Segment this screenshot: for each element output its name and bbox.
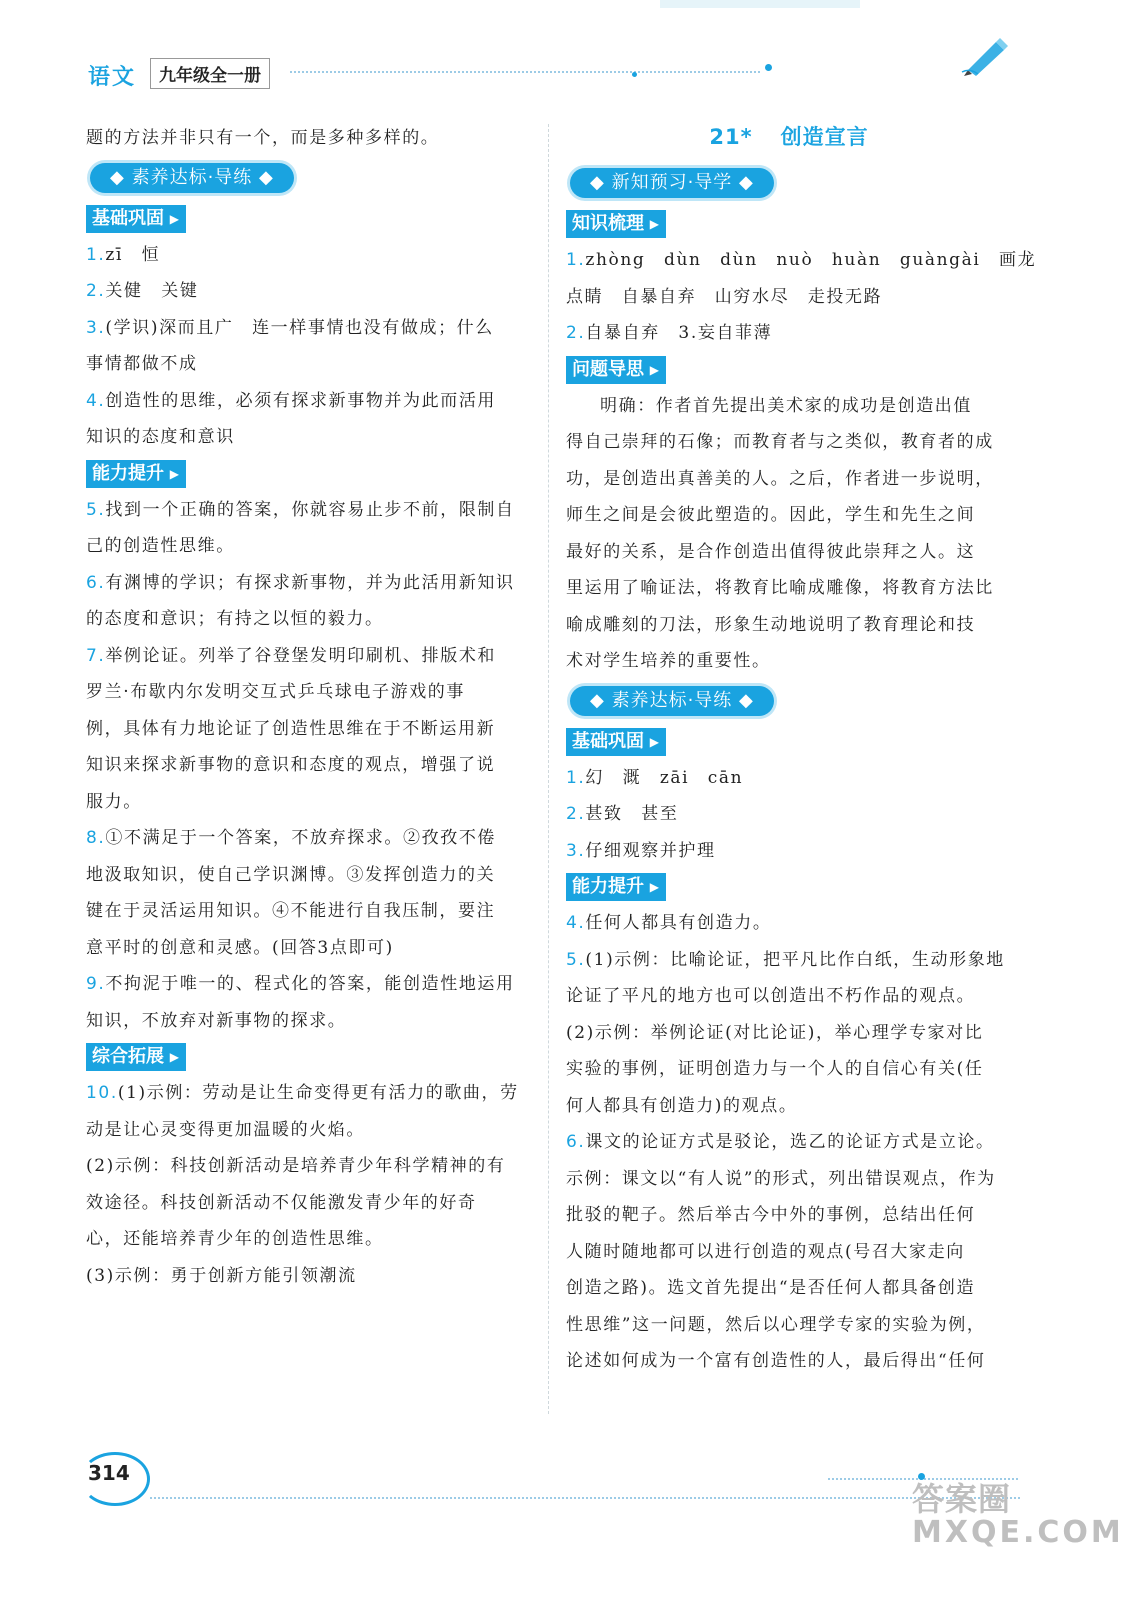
answer-text: 知识的态度和意识 (86, 427, 235, 447)
section-tag (86, 460, 186, 488)
answer-number: 5. (86, 499, 106, 520)
continued-text: 题的方法并非只有一个，而是多种多样的。 (86, 128, 440, 148)
answer-line (566, 1270, 1012, 1307)
play-arrow-icon: ▶ (649, 734, 659, 749)
play-arrow-icon: ▶ (169, 466, 179, 481)
answer-text: 性思维”这一问题，然后以心理学专家的实验为例， (566, 1314, 986, 1335)
answer-text: (1)示例：劳动是让生命变得更有活力的歌曲，劳 (117, 1083, 519, 1103)
section-tag (86, 1043, 186, 1071)
answer-number: 4. (566, 913, 586, 933)
section-tag-row (86, 456, 532, 492)
answer-number: 2. (566, 323, 586, 343)
answer-text: 示例：课文以“有人说”的形式，列出错误观点，作为 (566, 1168, 996, 1189)
answer-line (86, 893, 532, 930)
answer-number: 1. (566, 250, 586, 270)
answer-line (86, 966, 532, 1003)
answer-number: 10. (86, 1083, 118, 1103)
watermark-text: 答案圈 (912, 1480, 1012, 1518)
answer-text: 动是让心灵变得更加温暖的火焰。 (86, 1119, 365, 1140)
answer-text: 人随时随地都可以进行创造的观点(号召大家走向 (566, 1241, 965, 1262)
answer-line (566, 1307, 1012, 1344)
paragraph-line: 师生之间是会彼此塑造的。因此，学生和先生之间 (566, 505, 976, 525)
answer-text: 论证了平凡的地方也可以创造出不朽作品的观点。 (566, 986, 976, 1006)
answer-number: 5. (566, 949, 586, 970)
answer-text: 的态度和意识；有持之以恒的毅力。 (86, 609, 384, 629)
pen-icon (960, 36, 1010, 76)
lesson-title (566, 120, 1012, 162)
answer-line (86, 638, 532, 675)
answer-text: 点睛 自暴自弃 山穷水尽 走投无路 (566, 286, 883, 307)
answer-text: (2)示例：举例论证(对比论证)，举心理学专家对比 (566, 1022, 984, 1043)
answer-text: 知识来探求新事物的意识和态度的观点，增强了说 (86, 755, 496, 775)
answer-text: 地汲取知识，使自己学识渊博。③发挥创造力的关 (86, 864, 496, 885)
paragraph-line: 最好的关系，是合作创造出值得彼此崇拜之人。这 (566, 541, 976, 562)
header-subject: 语文 (88, 65, 137, 90)
answer-text: 实验的事例，证明创造力与一个人的自信心有关(任 (566, 1059, 984, 1079)
answer-text: 创造性的思维，必须有探求新事物并为此而活用 (105, 390, 497, 411)
answer-line (566, 1051, 1012, 1088)
answer-number: 6. (86, 572, 106, 593)
answer-text: (学识)深而且广 连一样事情也没有做成；什么 (105, 317, 494, 338)
answer-text: 举例论证。列举了谷登堡发明印刷机、排版术和 (105, 645, 497, 666)
answer-text: 论述如何成为一个富有创造性的人，最后得出“任何 (566, 1351, 986, 1371)
answer-line (86, 273, 532, 310)
answer-text: 例，具体有力地论证了创造性思维在于不断运用新 (86, 718, 496, 739)
left-column (86, 120, 532, 1294)
section-tag-label: 问题导思 (572, 358, 644, 380)
paragraph-line: 得自己崇拜的石像；而教育者与之类似，教育者的成 (566, 432, 994, 452)
section-tag (566, 210, 666, 238)
answer-line (86, 747, 532, 784)
answer-number: 1. (566, 767, 586, 788)
footer-dotted-line (150, 1497, 1020, 1499)
section-tag-label: 能力提升 (572, 876, 644, 897)
section-tag (566, 728, 666, 756)
answer-text: zī 恒 (105, 244, 161, 265)
section-tag-label: 基础巩固 (572, 730, 644, 752)
answer-number: 4. (86, 390, 106, 411)
answer-number: 9. (86, 974, 106, 994)
answer-line (86, 1075, 532, 1112)
header-dotted-line (290, 71, 760, 73)
section-tag-row (86, 1039, 532, 1075)
lesson-name: 创造宣言 (780, 125, 869, 149)
section-tag-label: 综合拓展 (92, 1046, 164, 1067)
answer-line (566, 978, 1012, 1015)
answer-text: 仔细观察并护理 (585, 840, 716, 861)
answer-line (86, 1112, 532, 1149)
answer-number: 6. (566, 1132, 586, 1152)
section-tag-label: 基础巩固 (92, 207, 164, 229)
answer-line (566, 1124, 1012, 1161)
answer-line (566, 1234, 1012, 1271)
section-tag (86, 205, 186, 233)
answer-line (86, 492, 532, 529)
play-arrow-icon: ▶ (169, 1050, 179, 1064)
header-decoration-bar (660, 0, 860, 8)
answer-line (86, 1185, 532, 1222)
answer-line (86, 565, 532, 602)
header-dot (632, 72, 637, 77)
answer-line (566, 942, 1012, 979)
section-tag-label: 能力提升 (92, 462, 164, 484)
answer-line (566, 1088, 1012, 1125)
answer-text: 课文的论证方式是驳论，选乙的论证方式是立论。 (585, 1132, 995, 1152)
answer-text: (1)示例：比喻论证，把平凡比作白纸，生动形象地 (585, 949, 1005, 970)
answer-text: ①不满足于一个答案，不放弃探求。②孜孜不倦 (105, 828, 497, 848)
answer-line (566, 242, 1037, 279)
answer-text: 创造之路)。选文首先提出“是否任何人都具备创造 (566, 1278, 976, 1298)
answer-text: 关健 关键 (105, 281, 199, 301)
section-tag-label: 知识梳理 (572, 213, 644, 234)
answer-text: zhòng dùn dùn nuò huàn guàngài 画龙 (585, 250, 1037, 270)
answer-line (86, 419, 532, 456)
answer-text: 己的创造性思维。 (86, 536, 235, 556)
answer-text: 键在于灵活运用知识。④不能进行自我压制，要注 (86, 901, 496, 921)
answer-number: 8. (86, 828, 106, 848)
answer-text: 事情都做不成 (86, 354, 198, 374)
section-tag-row (566, 206, 1012, 242)
page-number: 314 (88, 1461, 130, 1485)
answer-text: 甚致 甚至 (585, 804, 679, 824)
header-grade: 九年级全一册 (150, 58, 270, 89)
answer-text: 知识，不放弃对新事物的探求。 (86, 1010, 347, 1031)
play-arrow-icon: ▶ (169, 211, 179, 226)
watermark-url: MXQE.COM (912, 1515, 1124, 1550)
answer-text: (3)示例：勇于创新方能引领潮流 (86, 1265, 357, 1286)
answer-line (86, 346, 532, 383)
answer-line (86, 1258, 532, 1295)
answer-number: 3. (566, 840, 586, 861)
answer-line (86, 820, 532, 857)
answer-line (566, 796, 1012, 833)
answer-line (86, 237, 532, 274)
answer-text: 幻 溉 zāi cān (585, 767, 744, 788)
right-column (566, 120, 1037, 1380)
answer-line (86, 310, 532, 347)
answer-line (86, 674, 532, 711)
answer-text: 自暴自弃 3.妄自菲薄 (585, 323, 773, 343)
page-number-badge (70, 1452, 148, 1502)
section-pill-row (566, 162, 1012, 206)
answer-line (86, 930, 532, 967)
section-tag-row (86, 201, 532, 237)
answer-line (86, 711, 532, 748)
answer-line (566, 279, 1012, 316)
answer-number: 2. (566, 804, 586, 824)
section-pill: ◆ 新知预习·导学 ◆ (570, 168, 774, 198)
answer-line (566, 905, 1012, 942)
footer-dot (918, 1473, 925, 1480)
answer-text: 有渊博的学识；有探求新事物，并为此活用新知识 (105, 572, 515, 593)
answer-text: (2)示例：科技创新活动是培养青少年科学精神的有 (86, 1156, 506, 1176)
answer-text: 服力。 (86, 791, 142, 812)
paragraph-line: 里运用了喻证法，将教育比喻成雕像，将教育方法比 (566, 578, 994, 598)
section-tag (566, 356, 666, 384)
play-arrow-icon: ▶ (649, 217, 659, 231)
lesson-number: 21* (709, 125, 753, 149)
section-pill-row (566, 680, 1012, 724)
answer-line (566, 1161, 1012, 1198)
answer-line (566, 315, 1012, 352)
answer-text: 找到一个正确的答案，你就容易止步不前，限制自 (105, 499, 515, 520)
play-arrow-icon: ▶ (649, 880, 659, 894)
answer-text: 心，还能培养青少年的创造性思维。 (86, 1229, 384, 1249)
answer-number: 7. (86, 645, 106, 666)
section-tag-row (566, 724, 1012, 760)
answer-number: 1. (86, 244, 106, 265)
paragraph-line: 术对学生培养的重要性。 (566, 651, 771, 671)
answer-line (86, 1148, 532, 1185)
answer-text: 不拘泥于唯一的、程式化的答案，能创造性地运用 (105, 974, 515, 994)
answer-text: 批驳的靶子。然后举古今中外的事例，总结出任何 (566, 1205, 976, 1225)
answer-line (86, 528, 532, 565)
section-pill-row (86, 157, 532, 201)
answer-line (86, 857, 532, 894)
answer-line (566, 760, 1012, 797)
answer-text: 效途径。科技创新活动不仅能激发青少年的好奇 (86, 1192, 477, 1213)
answer-line (86, 1221, 532, 1258)
answer-line (566, 1197, 1012, 1234)
header-dot (765, 64, 772, 71)
play-arrow-icon: ▶ (649, 362, 659, 377)
answer-number: 3. (86, 317, 106, 338)
answer-text: 罗兰·布歇内尔发明交互式乒乓球电子游戏的事 (86, 682, 466, 702)
answer-text: 意平时的创意和灵感。(回答3点即可) (86, 937, 394, 958)
watermark-logo (912, 1482, 1124, 1550)
answer-line (86, 383, 532, 420)
column-divider (548, 124, 549, 1414)
paragraph-line: 明确：作者首先提出美术家的成功是创造出值 (600, 395, 972, 416)
section-tag (566, 873, 666, 901)
answer-text: 何人都具有创造力)的观点。 (566, 1095, 798, 1116)
section-pill: ◆ 素养达标·导练 ◆ (570, 686, 774, 716)
paragraph-line: 功，是创造出真善美的人。之后，作者进一步说明， (566, 468, 994, 489)
section-tag-row (566, 352, 1012, 388)
answer-line (86, 601, 532, 638)
answer-text: 任何人都具有创造力。 (585, 913, 772, 933)
answer-line (566, 833, 1012, 870)
answer-number: 2. (86, 281, 106, 301)
answer-line (86, 784, 532, 821)
paragraph-line: 喻成雕刻的刀法，形象生动地说明了教育理论和技 (566, 614, 976, 635)
section-tag-row (566, 869, 1012, 905)
answer-line (86, 1003, 532, 1040)
section-pill: ◆ 素养达标·导练 ◆ (90, 163, 294, 193)
answer-line (566, 1343, 1012, 1380)
answer-line (566, 1015, 1012, 1052)
